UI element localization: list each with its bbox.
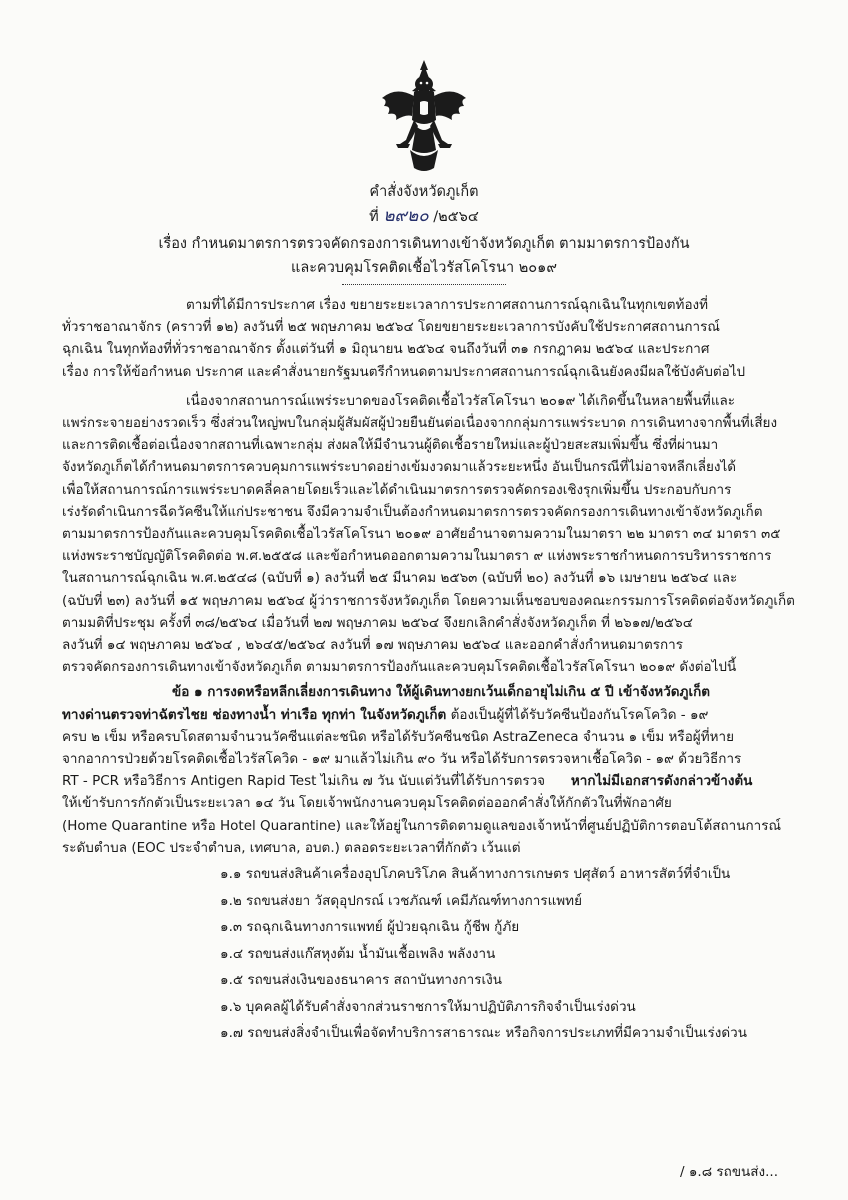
paragraph-2 — [62, 390, 795, 679]
paragraph-line: เรื่อง การให้ข้อกำหนด ประกาศ และคำสั่งนายกรัฐมนตรีกำหนดตามประกาศสถานการณ์ฉุกเฉินยังคงมีผลใช้บังคับต่อไป — [62, 363, 746, 380]
list-item: ๑.๕ รถขนส่งเงินของธนาคาร สถาบันทางการเงิน — [220, 972, 502, 989]
header-divider — [342, 284, 506, 285]
paragraph-line: ตามมติที่ประชุม ครั้งที่ ๓๘/๒๕๖๔ เมื่อวันที่ ๒๗ พฤษภาคม ๒๕๖๔ จึงยกเลิกคำสั่งจังหวัดภูเก็ต ที่ ๒๖๑๗/๒๕๖๔ — [62, 614, 693, 631]
paragraph-line: เพื่อให้สถานการณ์การแพร่ระบาดคลี่คลายโดยเร็วและได้ดำเนินมาตรการตรวจคัดกรองเชิงรุกเพิ่มขึ้น ประกอบกับการ — [62, 481, 732, 498]
order-number-year: /๒๕๖๔ — [433, 209, 479, 225]
paragraph-line: ตรวจคัดกรองการเดินทางเข้าจังหวัดภูเก็ต ตามมาตรการป้องกันและควบคุมโรคติดเชื้อไวรัสโคโรนา ๒๐๑๙ ดังต่อไปนี้ — [62, 659, 737, 676]
document-body — [62, 294, 795, 1047]
clause-1 — [62, 681, 784, 859]
paragraph-line: แห่งพระราชบัญญัติโรคติดต่อ พ.ศ.๒๕๕๘ และข้อกำหนดออกตามความในมาตรา ๙ แห่งพระราชกำหนดการบริหารราชการ — [62, 548, 772, 565]
paragraph-line: เนื่องจากสถานการณ์แพร่ระบาดของโรคติดเชื้อไวรัสโคโรนา ๒๐๑๙ ได้เกิดขึ้นในหลายพื้นที่และ — [186, 392, 736, 409]
paragraph-line: และการติดเชื้อต่อเนื่องจากสถานที่เฉพาะกลุ่ม ส่งผลให้มีจำนวนผู้ติดเชื้อรายใหม่และผู้ป่วยสะสมเพิ่มขึ้น ซึ่งที่ผ่านมา — [62, 437, 719, 454]
order-number-prefix: ที่ — [369, 209, 379, 225]
clause-bold-text: หากไม่มีเอกสารดังกล่าวข้างต้น — [570, 773, 753, 790]
subject-line-2: และควบคุมโรคติดเชื้อไวรัสโคโรนา ๒๐๑๙ — [291, 260, 557, 276]
paragraph-line: จังหวัดภูเก็ตได้กำหนดมาตรการควบคุมการแพร่ระบาดอย่างเข้มงวดมาแล้วระยะหนึ่ง อันเป็นกรณีที่ไม่อาจหลีกเลี่ยงได้ — [62, 459, 737, 476]
paragraph-1 — [62, 294, 784, 383]
paragraph-line: ฉุกเฉิน ในทุกท้องที่ทั่วราชอาณาจักร ตั้งแต่วันที่ ๑ มิถุนายน ๒๕๖๔ จนถึงวันที่ ๓๑ กรกฎาคม ๒๕๖๔ และประกาศ — [62, 341, 710, 358]
clause-line: ระดับตำบล (EOC ประจำตำบล, เทศบาล, อบต.) ตลอดระยะเวลาที่กักตัว เว้นแต่ — [62, 839, 521, 856]
list-item: ๑.๓ รถฉุกเฉินทางการแพทย์ ผู้ป่วยฉุกเฉิน กู้ชีพ กู้ภัย — [220, 919, 520, 936]
clause-line: (Home Quarantine หรือ Hotel Quarantine) และให้อยู่ในการติดตามดูแลของเจ้าหน้าที่ศูนย์ปฏิบัติการตอบโต้สถานการณ์ — [62, 817, 781, 834]
paragraph-line: ในสถานการณ์ฉุกเฉิน พ.ศ.๒๕๔๘ (ฉบับที่ ๑) ลงวันที่ ๒๕ มีนาคม ๒๕๖๓ (ฉบับที่ ๒๐) ลงวันที่ ๑๖ เมษายน ๒๕๖๔ และ — [62, 570, 738, 587]
paragraph-line: ตามที่ได้มีการประกาศ เรื่อง ขยายระยะเวลาการประกาศสถานการณ์ฉุกเฉินในทุกเขตท้องที่ — [186, 297, 709, 313]
subject-line-1: เรื่อง กำหนดมาตรการตรวจคัดกรองการเดินทางเข้าจังหวัดภูเก็ต ตามมาตรการป้องกัน — [158, 236, 690, 252]
list-item: ๑.๑ รถขนส่งสินค้าเครื่องอุปโภคบริโภค สินค้าทางการเกษตร ปศุสัตว์ อาหารสัตว์ที่จำเป็น — [220, 866, 731, 883]
list-item: ๑.๖ บุคคลผู้ได้รับคำสั่งจากส่วนราชการให้มาปฏิบัติภารกิจจำเป็นเร่งด่วน — [220, 998, 636, 1015]
exception-list — [62, 861, 784, 1047]
list-item: ๑.๒ รถขนส่งยา วัสดุอุปกรณ์ เวชภัณฑ์ เคมีภัณฑ์ทางการแพทย์ — [220, 892, 582, 909]
paragraph-line: (ฉบับที่ ๒๓) ลงวันที่ ๑๕ พฤษภาคม ๒๕๖๔ ผู้ว่าราชการจังหวัดภูเก็ต โดยความเห็นชอบของคณะกรรมการโรคติดต่อจังหวัดภูเก็ต — [62, 592, 795, 609]
clause-heading: ข้อ ๑ การงดหรือหลีกเลี่ยงการเดินทาง ให้ผู้เดินทางยกเว้นเด็กอายุไม่เกิน ๕ ปี เข้าจังหวัดภูเก็ต — [172, 684, 711, 701]
paragraph-line: ตามมาตรการป้องกันและควบคุมโรคติดเชื้อไวรัสโคโรนา ๒๐๑๙ อาศัยอำนาจตามความในมาตรา ๒๒ มาตรา ๓๔ มาตรา ๓๕ — [62, 526, 781, 543]
paragraph-line: ลงวันที่ ๑๔ พฤษภาคม ๒๕๖๔ , ๒๖๔๕/๒๕๖๔ ลงวันที่ ๑๗ พฤษภาคม ๒๕๖๔ และออกคำสั่งกำหนดมาตรการ — [62, 637, 683, 654]
clause-bold-text: ทางด่านตรวจท่าฉัตรไชย ช่องทางน้ำ ท่าเรือ ทุกท่า ในจังหวัดภูเก็ต — [62, 706, 447, 723]
clause-line — [62, 770, 784, 792]
paragraph-line: เร่งรัดดำเนินการฉีดวัคซีนให้แก่ประชาชน จึงมีความจำเป็นต้องกำหนดมาตรการตรวจคัดกรองการเดินทางเข้าจังหวัดภูเก็ต — [62, 503, 763, 520]
clause-line: ให้เข้ารับการกักตัวเป็นระยะเวลา ๑๔ วัน โดยเจ้าพนักงานควบคุมโรคติดต่อออกคำสั่งให้กักตัวในที่พักอาศัย — [62, 795, 672, 812]
order-number-handwritten: ๒๙๒๐ — [383, 206, 429, 226]
clause-text: RT - PCR หรือวิธีการ Antigen Rapid Test ไม่เกิน ๗ วัน นับแต่วันที่ได้รับการตรวจ — [62, 773, 546, 790]
clause-line: ครบ ๒ เข็ม หรือครบโดสตามจำนวนวัคซีนแต่ละชนิด หรือได้รับวัคซีนชนิด AstraZeneca จำนวน ๑ เข็ม หรือผู้ที่หาย — [62, 728, 734, 745]
order-title: คำสั่งจังหวัดภูเก็ต — [369, 184, 479, 200]
paragraph-line: แพร่กระจายอย่างรวดเร็ว ซึ่งส่วนใหญ่พบในกลุ่มผู้สัมผัสผู้ป่วยยืนยันต่อเนื่องจากกลุ่มการแพร่ระบาด การเดินทางจากพื้นที่เสี่ยง — [62, 415, 778, 432]
list-item: ๑.๗ รถขนส่งสิ่งจำเป็นเพื่อจัดทำบริการสาธารณะ หรือกิจการประเภทที่มีความจำเป็นเร่งด่วน — [220, 1025, 747, 1042]
paragraph-line: ทั่วราชอาณาจักร (คราวที่ ๑๒) ลงวันที่ ๒๕ พฤษภาคม ๒๕๖๔ โดยขยายระยะเวลาการบังคับใช้ประกาศสถานการณ์ — [62, 319, 720, 336]
clause-line — [62, 704, 784, 726]
list-item: ๑.๔ รถขนส่งแก๊สหุงต้ม น้ำมันเชื้อเพลิง พลังงาน — [220, 945, 496, 962]
clause-line: จากอาการป่วยด้วยโรคติดเชื้อไวรัสโควิด - ๑๙ มาแล้วไม่เกิน ๙๐ วัน หรือได้รับการตรวจหาเชื้อโควิด - ๑๙ ด้วยวิธีการ — [62, 751, 742, 768]
clause-text: ต้องเป็นผู้ที่ได้รับวัคซีนป้องกันโรคโควิด - ๑๙ — [446, 706, 709, 723]
order-number — [0, 202, 848, 229]
garuda-emblem-icon — [374, 58, 474, 176]
continuation-note: / ๑.๘ รถขนส่ง... — [680, 1164, 778, 1180]
